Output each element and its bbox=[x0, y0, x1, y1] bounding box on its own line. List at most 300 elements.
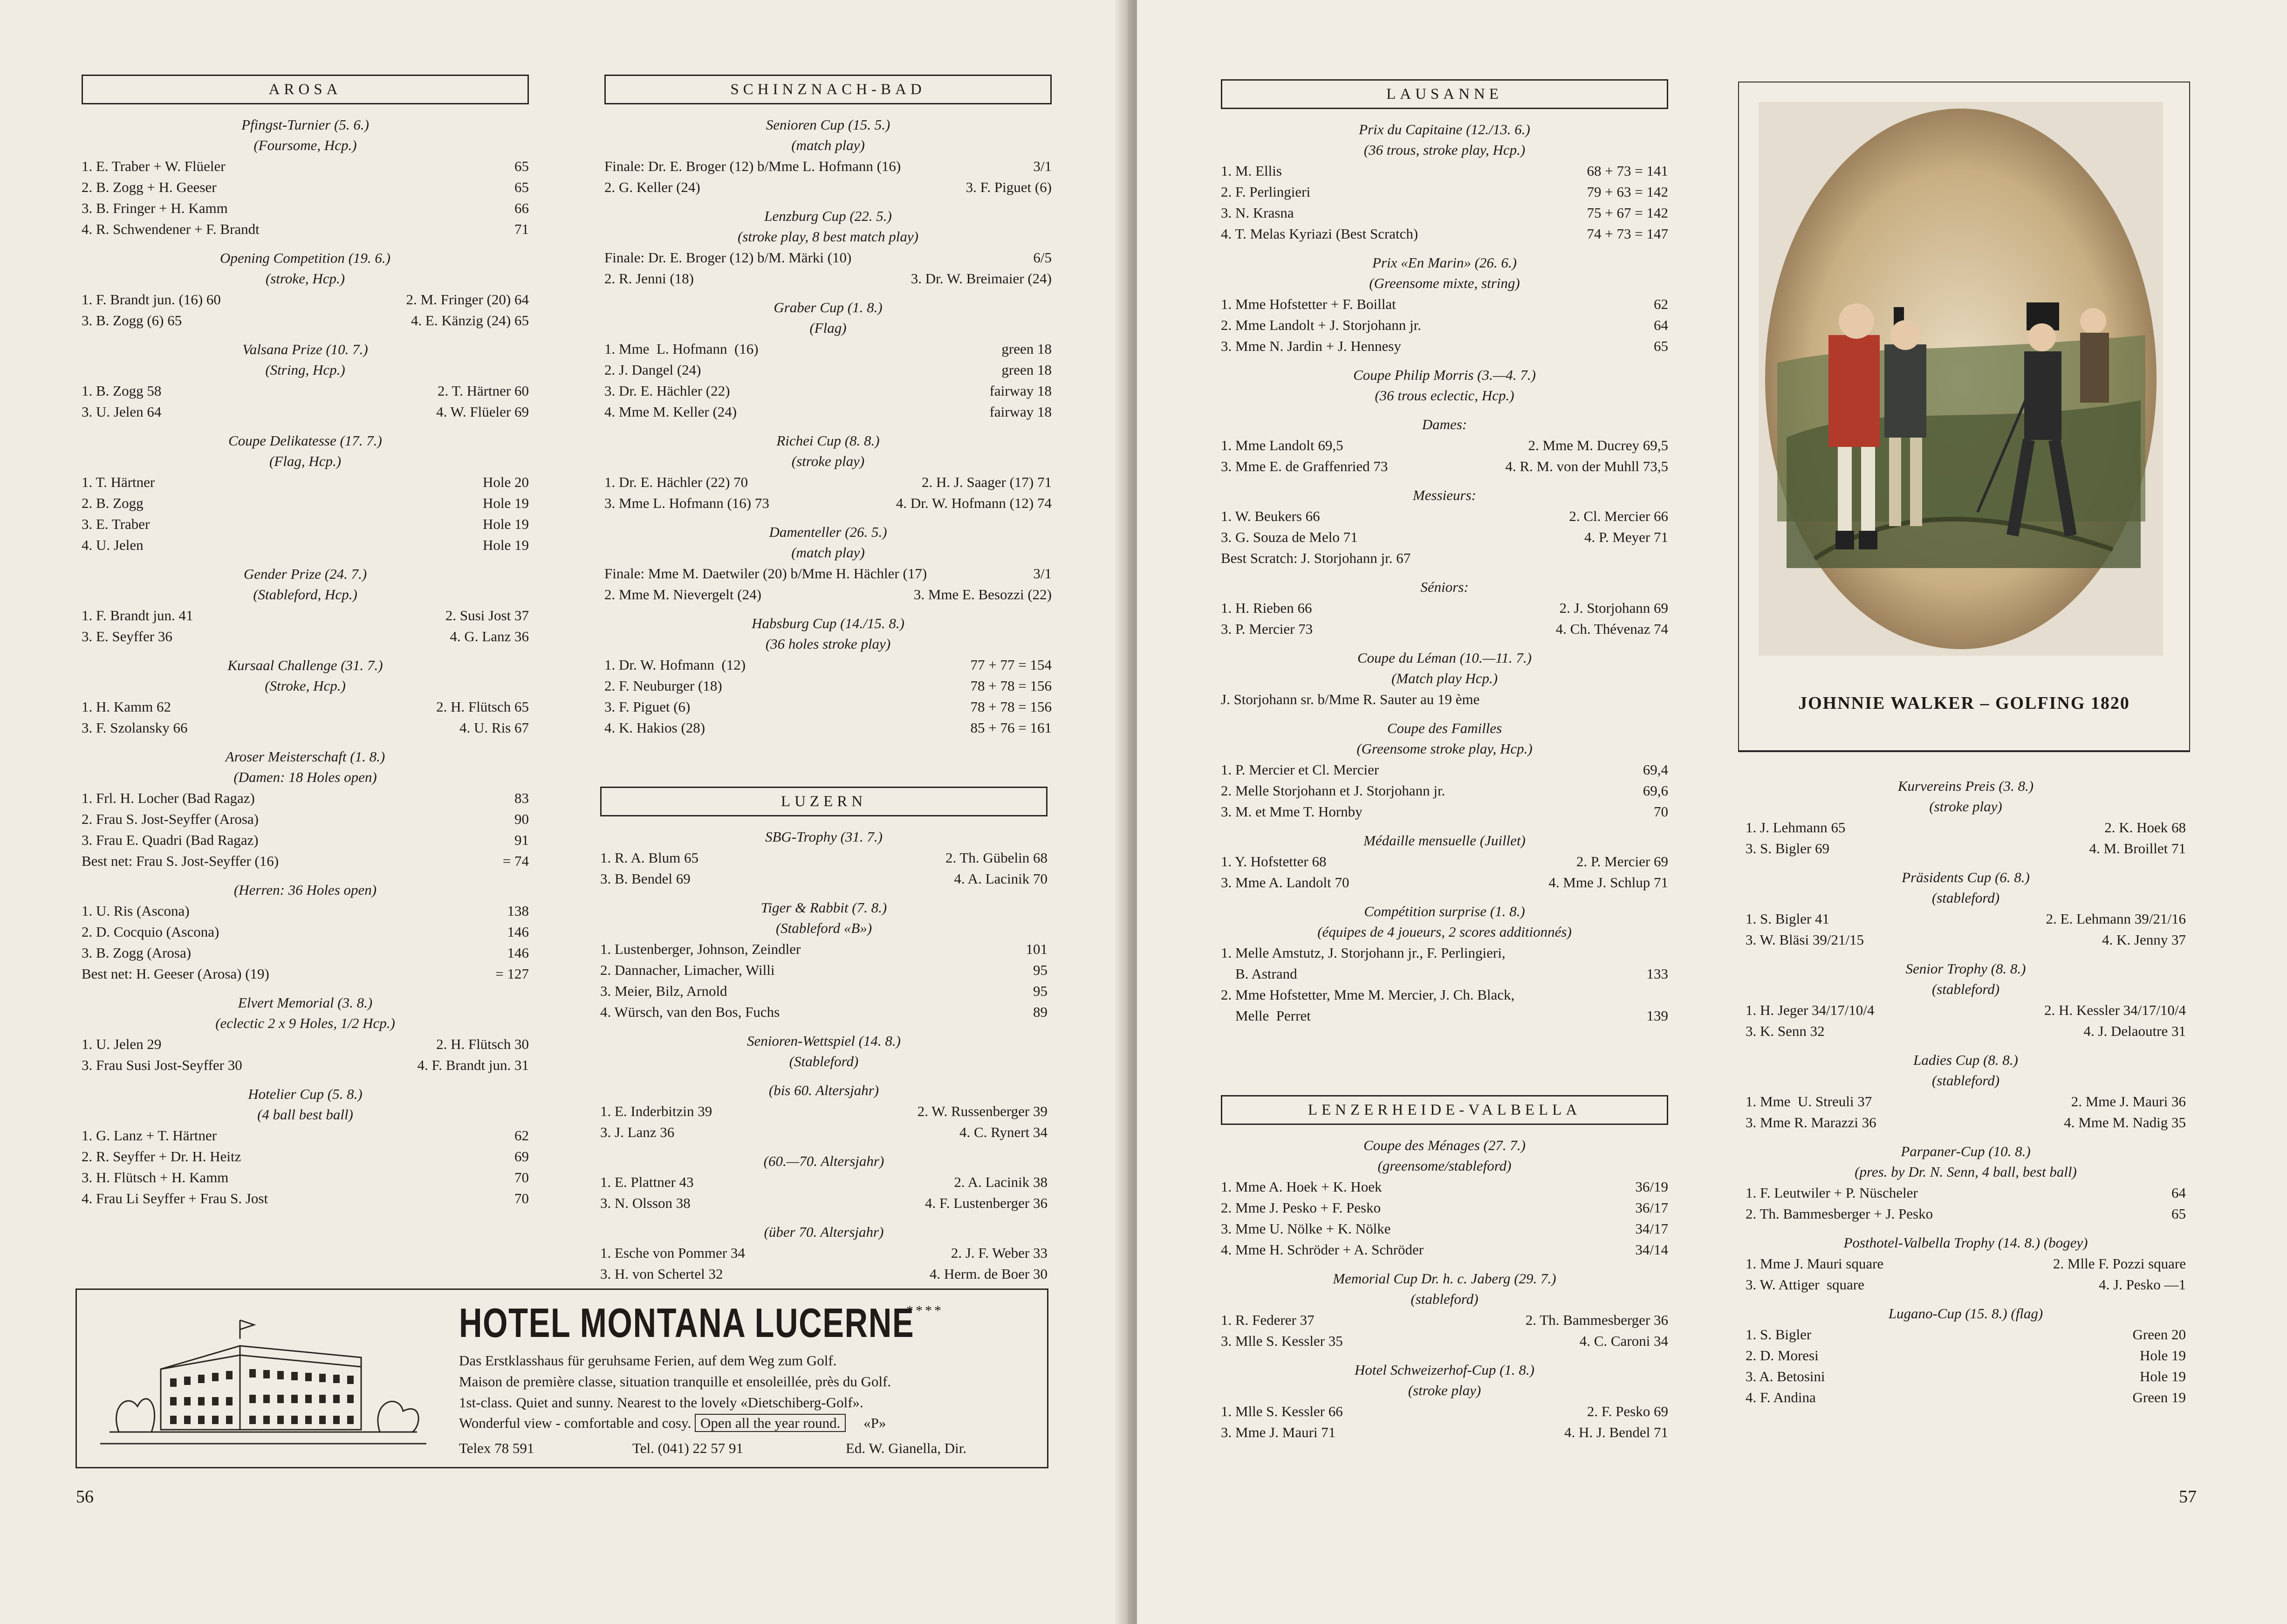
result-right: 2. Cl. Mercier 66 bbox=[1569, 508, 1668, 524]
golfing-picture-frame bbox=[1738, 82, 2190, 752]
result-right: 89 bbox=[1033, 1004, 1048, 1020]
result-right: 34/17 bbox=[1635, 1220, 1668, 1237]
result-right: 69,6 bbox=[1643, 782, 1668, 799]
ad-open-box: Open all the year round. bbox=[695, 1414, 846, 1432]
result-left: 1. H. Jeger 34/17/10/4 bbox=[1746, 1002, 1875, 1018]
result-right: 64 bbox=[2171, 1185, 2186, 1201]
result-right: 70 bbox=[1654, 803, 1668, 820]
competition-title: Hotelier Cup (5. 8.) bbox=[248, 1086, 363, 1102]
result-right: 4. R. M. von der Muhll 73,5 bbox=[1505, 458, 1668, 474]
result-row bbox=[1221, 181, 1668, 202]
result-left: 1. Mme Hofstetter + F. Boillat bbox=[1221, 296, 1396, 312]
competition-format: (stroke, Hcp.) bbox=[265, 270, 345, 287]
result-row bbox=[82, 310, 529, 331]
result-right: 62 bbox=[514, 1127, 529, 1144]
result-row bbox=[604, 177, 1052, 198]
lausanne-column bbox=[1221, 79, 1668, 1035]
result-row bbox=[1221, 759, 1668, 780]
competition-block bbox=[1746, 959, 2186, 1042]
competition-format: (greensome/stableford) bbox=[1377, 1158, 1512, 1174]
result-left: 3. M. et Mme T. Hornby bbox=[1221, 803, 1363, 820]
competition-format: (stroke play, 8 best match play) bbox=[738, 228, 918, 245]
competition-title: Elvert Memorial (3. 8.) bbox=[238, 994, 373, 1011]
result-row bbox=[604, 472, 1052, 493]
result-left: 3. Mme R. Marazzi 36 bbox=[1746, 1114, 1876, 1131]
competition-block bbox=[82, 880, 529, 984]
result-row bbox=[82, 1034, 529, 1055]
result-row bbox=[82, 696, 529, 717]
result-row bbox=[82, 626, 529, 647]
result-right: 4. C. Rynert 34 bbox=[959, 1124, 1048, 1140]
result-right: 3. F. Piguet (6) bbox=[965, 179, 1052, 195]
result-row bbox=[1221, 963, 1668, 984]
kurverein-column bbox=[1746, 776, 2186, 1416]
competition-format: (match play) bbox=[791, 137, 865, 153]
result-right: 2. H. Flütsch 65 bbox=[436, 699, 529, 715]
result-right: 2. P. Mercier 69 bbox=[1576, 853, 1668, 870]
competition-title: Senioren-Wettspiel (14. 8.) bbox=[746, 1033, 901, 1049]
competition-block bbox=[1746, 1050, 2186, 1133]
result-left: 3. K. Senn 32 bbox=[1746, 1023, 1825, 1039]
result-row bbox=[1221, 456, 1668, 477]
competition-format: (String, Hcp.) bbox=[265, 362, 345, 378]
result-row bbox=[604, 380, 1052, 401]
result-left: 3. E. Seyffer 36 bbox=[82, 628, 172, 644]
result-right: 4. W. Flüeler 69 bbox=[436, 404, 529, 420]
result-right: 83 bbox=[514, 790, 529, 806]
competition-title: Posthotel-Valbella Trophy (14. 8.) (bogey) bbox=[1843, 1234, 2088, 1251]
competition-format: (60.—70. Altersjahr) bbox=[763, 1153, 884, 1169]
result-right: 2. W. Russenberger 39 bbox=[917, 1103, 1048, 1119]
competition-block bbox=[1221, 414, 1668, 477]
result-left: 3. H. von Schertel 32 bbox=[600, 1266, 723, 1282]
result-row bbox=[1221, 1401, 1668, 1422]
result-left: Best Scratch: J. Storjohann jr. 67 bbox=[1221, 550, 1411, 566]
result-right: 78 + 78 = 156 bbox=[970, 678, 1052, 694]
result-left: 1. Melle Amstutz, J. Storjohann jr., F. Perlingieri, bbox=[1221, 945, 1506, 961]
competition-block bbox=[600, 1151, 1048, 1213]
result-row bbox=[1746, 1253, 2186, 1274]
result-row bbox=[1746, 1112, 2186, 1133]
competition-block bbox=[1746, 1141, 2186, 1224]
result-row bbox=[82, 1188, 529, 1209]
result-left: 4. Mme M. Keller (24) bbox=[604, 404, 737, 420]
competition-format: (stableford) bbox=[1931, 890, 2000, 906]
competition-title: Lugano-Cup (15. 8.) (flag) bbox=[1888, 1305, 2043, 1322]
result-right: 3. Mme E. Besozzi (22) bbox=[913, 586, 1052, 603]
result-row bbox=[82, 921, 529, 942]
result-right: 4. Herm. de Boer 30 bbox=[929, 1266, 1048, 1282]
result-right: 34/14 bbox=[1635, 1241, 1668, 1258]
result-row bbox=[600, 868, 1048, 889]
competition-format: (stroke play) bbox=[1408, 1382, 1481, 1398]
competition-block bbox=[600, 827, 1048, 889]
result-left: 2. F. Perlingieri bbox=[1221, 184, 1311, 200]
result-left: 1. H. Kamm 62 bbox=[82, 699, 171, 715]
competition-format: (über 70. Altersjahr) bbox=[764, 1224, 884, 1240]
result-right: 4. J. Pesko —1 bbox=[2099, 1276, 2186, 1293]
result-left: 3. N. Olsson 38 bbox=[600, 1195, 691, 1211]
result-right: 4. M. Broillet 71 bbox=[2089, 840, 2186, 857]
result-row bbox=[82, 963, 529, 984]
competition-format: Dames: bbox=[1422, 416, 1467, 432]
result-row bbox=[82, 493, 529, 514]
result-left: 1. Y. Hofstetter 68 bbox=[1221, 853, 1327, 870]
result-row bbox=[82, 198, 529, 219]
competition-block bbox=[1221, 485, 1668, 569]
competition-block bbox=[82, 248, 529, 331]
result-left: 3. Mlle S. Kessler 35 bbox=[1221, 1333, 1343, 1349]
result-left: 3. Mme L. Hofmann (16) 73 bbox=[604, 495, 769, 511]
result-right: 90 bbox=[514, 811, 529, 827]
result-left: 3. F. Szolansky 66 bbox=[82, 719, 188, 736]
lenzerheide-column bbox=[1221, 1095, 1668, 1451]
competition-format: (Damen: 18 Holes open) bbox=[233, 769, 377, 785]
competition-format: (eclectic 2 x 9 Holes, 1/2 Hcp.) bbox=[215, 1015, 395, 1031]
competition-title: Memorial Cup Dr. h. c. Jaberg (29. 7.) bbox=[1333, 1270, 1556, 1287]
competition-block bbox=[1221, 1360, 1668, 1443]
result-right: 68 + 73 = 141 bbox=[1587, 163, 1668, 179]
result-right: 4. U. Ris 67 bbox=[459, 719, 529, 736]
result-right: 4. E. Känzig (24) 65 bbox=[411, 312, 529, 329]
competition-title: Lenzburg Cup (22. 5.) bbox=[764, 208, 892, 224]
result-right: 2. A. Lacinik 38 bbox=[954, 1174, 1048, 1190]
result-row bbox=[82, 514, 529, 534]
result-left: 2. F. Neuburger (18) bbox=[604, 678, 722, 694]
result-left: 1. Frl. H. Locher (Bad Ragaz) bbox=[82, 790, 255, 806]
result-right: 74 + 73 = 147 bbox=[1587, 226, 1668, 242]
result-row bbox=[604, 696, 1052, 717]
ad-line-french: Maison de première classe, situation tranquille et ensoleillée, près du Golf. bbox=[459, 1373, 891, 1390]
result-right: 65 bbox=[1654, 338, 1668, 354]
result-left: 4. R. Schwendener + F. Brandt bbox=[82, 221, 260, 237]
competition-title: Coupe des Ménages (27. 7.) bbox=[1363, 1137, 1526, 1153]
result-left: 3. J. Lanz 36 bbox=[600, 1124, 675, 1140]
schinznach-column bbox=[604, 75, 1052, 747]
result-left: 1. Mlle S. Kessler 66 bbox=[1221, 1403, 1343, 1419]
result-left: 3. Mme J. Mauri 71 bbox=[1221, 1424, 1336, 1440]
result-right: 36/19 bbox=[1635, 1179, 1668, 1195]
result-left: 1. U. Ris (Ascona) bbox=[82, 903, 190, 919]
result-row bbox=[1221, 872, 1668, 893]
result-row bbox=[1746, 1345, 2186, 1366]
result-right: green 18 bbox=[1001, 341, 1052, 357]
result-row bbox=[1746, 1387, 2186, 1408]
competition-format: (Stableford) bbox=[789, 1053, 859, 1069]
competition-title: Graber Cup (1. 8.) bbox=[774, 299, 883, 315]
result-left: 4. Mme H. Schröder + A. Schröder bbox=[1221, 1241, 1424, 1258]
result-right: 2. Th. Bammesberger 36 bbox=[1525, 1312, 1668, 1328]
result-left: Best net: H. Geeser (Arosa) (19) bbox=[82, 966, 269, 982]
result-row bbox=[1746, 817, 2186, 838]
result-row bbox=[1221, 942, 1668, 963]
result-right: 133 bbox=[1646, 966, 1668, 982]
result-right: 146 bbox=[507, 945, 529, 961]
competition-block bbox=[1221, 1135, 1668, 1260]
ad-line-german: Das Erstklasshaus für geruhsame Ferien, auf dem Weg zum Golf. bbox=[459, 1352, 837, 1369]
result-row bbox=[600, 980, 1048, 1001]
competition-block bbox=[600, 1031, 1048, 1072]
result-left: 4. K. Hakios (28) bbox=[604, 719, 705, 736]
competition-title: Kurvereins Preis (3. 8.) bbox=[1897, 778, 2034, 794]
competition-title: Senioren Cup (15. 5.) bbox=[766, 116, 890, 133]
result-left: 2. D. Moresi bbox=[1746, 1347, 1819, 1364]
result-right: Hole 19 bbox=[2139, 1347, 2186, 1364]
result-left: 2. B. Zogg + H. Geeser bbox=[82, 179, 217, 195]
luzern-header: LUZERN bbox=[600, 787, 1048, 816]
left-page bbox=[0, 0, 1128, 1624]
result-row bbox=[82, 942, 529, 963]
competition-format: (36 trous, stroke play, Hcp.) bbox=[1363, 142, 1526, 158]
result-left: 1. Mme J. Mauri square bbox=[1746, 1255, 1884, 1272]
result-left: 3. Mme N. Jardin + J. Hennesy bbox=[1221, 338, 1401, 354]
golfing-picture bbox=[1759, 102, 2163, 656]
competition-title: Coupe du Léman (10.—11. 7.) bbox=[1357, 650, 1532, 666]
result-row bbox=[1221, 1176, 1668, 1197]
competition-title: Kursaal Challenge (31. 7.) bbox=[227, 657, 383, 673]
result-row bbox=[82, 1167, 529, 1188]
result-left: 3. B. Zogg (Arosa) bbox=[82, 945, 192, 961]
result-right: Hole 19 bbox=[2139, 1368, 2186, 1384]
lenzerheide-header: LENZERHEIDE-VALBELLA bbox=[1221, 1095, 1668, 1125]
competition-block bbox=[604, 206, 1052, 289]
competition-block bbox=[604, 431, 1052, 514]
result-row bbox=[1221, 315, 1668, 336]
ad-parking: «P» bbox=[863, 1415, 886, 1431]
result-right: 70 bbox=[514, 1190, 529, 1206]
result-right: 65 bbox=[2171, 1206, 2186, 1222]
competition-title: Gender Prize (24. 7.) bbox=[243, 566, 367, 582]
result-right: 139 bbox=[1646, 1007, 1668, 1024]
result-row bbox=[600, 1001, 1048, 1022]
competition-title: Aroser Meisterschaft (1. 8.) bbox=[225, 748, 385, 765]
result-row bbox=[82, 289, 529, 310]
result-left: Finale: Dr. E. Broger (12) b/Mme L. Hofmann (16) bbox=[604, 158, 901, 174]
result-row bbox=[1746, 1203, 2186, 1224]
result-left: 1. J. Lehmann 65 bbox=[1746, 819, 1846, 836]
result-row bbox=[600, 1192, 1048, 1213]
competition-format: (Greensome stroke play, Hcp.) bbox=[1356, 740, 1533, 757]
result-row bbox=[82, 156, 529, 177]
result-left: 3. Mme E. de Graffenried 73 bbox=[1221, 458, 1388, 474]
result-left: 2. Mme M. Nievergelt (24) bbox=[604, 586, 761, 603]
result-right: 2. H. Kessler 34/17/10/4 bbox=[2044, 1002, 2186, 1018]
result-row bbox=[1221, 1309, 1668, 1330]
result-left: 3. B. Zogg (6) 65 bbox=[82, 312, 182, 329]
competition-block bbox=[1221, 577, 1668, 639]
result-left: 4. F. Andina bbox=[1746, 1389, 1816, 1405]
result-row bbox=[1221, 548, 1668, 569]
result-row bbox=[82, 380, 529, 401]
competition-title: Damenteller (26. 5.) bbox=[769, 524, 887, 540]
competition-format: (stableford) bbox=[1411, 1291, 1479, 1307]
competition-format: Séniors: bbox=[1420, 579, 1469, 595]
result-row bbox=[1221, 984, 1668, 1005]
result-left: 1. S. Bigler bbox=[1746, 1326, 1812, 1343]
competition-title: Coupe Delikatesse (17. 7.) bbox=[228, 432, 382, 449]
result-left: 1. Dr. W. Hofmann (12) bbox=[604, 657, 746, 673]
competition-title: Compétition surprise (1. 8.) bbox=[1364, 903, 1525, 919]
result-right: 146 bbox=[507, 924, 529, 940]
result-row bbox=[1221, 1197, 1668, 1218]
competition-title: Pfingst-Turnier (5. 6.) bbox=[241, 116, 369, 133]
result-left: 2. Mme Landolt + J. Storjohann jr. bbox=[1221, 317, 1421, 333]
competition-title: Präsidents Cup (6. 8.) bbox=[1902, 869, 2030, 885]
result-row bbox=[82, 1055, 529, 1076]
competition-title: SBG-Trophy (31. 7.) bbox=[765, 829, 883, 845]
competition-title: Valsana Prize (10. 7.) bbox=[242, 341, 368, 357]
competition-block bbox=[1221, 830, 1668, 893]
picture-divider bbox=[1738, 750, 2189, 751]
competition-block bbox=[82, 115, 529, 240]
result-row bbox=[604, 156, 1052, 177]
result-right: 75 + 67 = 142 bbox=[1587, 205, 1668, 221]
result-right: 65 bbox=[514, 158, 529, 174]
competition-block bbox=[604, 522, 1052, 605]
competition-title: Ladies Cup (8. 8.) bbox=[1913, 1052, 2018, 1068]
result-row bbox=[1221, 618, 1668, 639]
result-row bbox=[604, 268, 1052, 289]
competition-format: (Foursome, Hcp.) bbox=[253, 137, 357, 153]
result-row bbox=[82, 177, 529, 198]
result-right: 2. Mme M. Ducrey 69,5 bbox=[1528, 437, 1668, 453]
competition-title: Coupe des Familles bbox=[1387, 720, 1502, 736]
result-row bbox=[1221, 689, 1668, 710]
result-left: 4. Würsch, van den Bos, Fuchs bbox=[600, 1004, 780, 1020]
result-left: 3. F. Piguet (6) bbox=[604, 699, 691, 715]
result-right: 2. Th. Gübelin 68 bbox=[945, 850, 1048, 866]
result-right: 69,4 bbox=[1643, 761, 1668, 778]
result-row bbox=[604, 654, 1052, 675]
result-left: 3. Dr. E. Hächler (22) bbox=[604, 383, 730, 399]
arosa-results bbox=[82, 115, 529, 1209]
ad-telex: Telex 78 591 bbox=[459, 1440, 534, 1456]
result-row bbox=[1221, 1330, 1668, 1351]
result-right: 6/5 bbox=[1033, 249, 1052, 266]
result-row bbox=[1221, 336, 1668, 356]
result-right: 4. A. Lacinik 70 bbox=[954, 870, 1048, 887]
result-row bbox=[1221, 435, 1668, 456]
result-right: 2. H. J. Saager (17) 71 bbox=[922, 474, 1052, 490]
lausanne-results bbox=[1221, 119, 1668, 1026]
result-left: 2. Th. Bammesberger + J. Pesko bbox=[1746, 1206, 1933, 1222]
result-row bbox=[604, 717, 1052, 738]
result-right: 62 bbox=[1654, 296, 1668, 312]
result-left: 1. F. Brandt jun. (16) 60 bbox=[82, 291, 221, 308]
competition-title: Senior Trophy (8. 8.) bbox=[1905, 960, 2026, 977]
result-left: 2. Frau S. Jost-Seyffer (Arosa) bbox=[82, 811, 259, 827]
picture-caption: JOHNNIE WALKER – GOLFING 1820 bbox=[1798, 693, 2130, 713]
result-right: 79 + 63 = 142 bbox=[1587, 184, 1668, 200]
competition-block bbox=[82, 431, 529, 555]
lenzerheide-results bbox=[1221, 1135, 1668, 1443]
competition-format: (équipes de 4 joueurs, 2 scores additionnés) bbox=[1317, 924, 1572, 940]
result-right: 4. Mme M. Nadig 35 bbox=[2064, 1114, 2186, 1131]
competition-title: Habsburg Cup (14./15. 8.) bbox=[752, 615, 904, 631]
result-row bbox=[604, 338, 1052, 359]
result-row bbox=[82, 809, 529, 829]
result-right: 36/17 bbox=[1635, 1199, 1668, 1216]
result-left: 1. Lustenberger, Johnson, Zeindler bbox=[600, 941, 801, 957]
result-right: green 18 bbox=[1001, 362, 1052, 378]
result-left: 2. Dannacher, Limacher, Willi bbox=[600, 962, 775, 978]
result-left: 3. Frau Susi Jost-Seyffer 30 bbox=[82, 1057, 242, 1073]
result-row bbox=[82, 829, 529, 850]
lausanne-header: LAUSANNE bbox=[1221, 79, 1668, 109]
result-row bbox=[1221, 160, 1668, 181]
competition-block bbox=[1221, 253, 1668, 356]
result-row bbox=[1746, 1324, 2186, 1345]
result-right: 4. H. J. Bendel 71 bbox=[1564, 1424, 1668, 1440]
result-right: 64 bbox=[1654, 317, 1668, 333]
result-left: J. Storjohann sr. b/Mme R. Sauter au 19 ème bbox=[1221, 691, 1480, 707]
result-row bbox=[82, 900, 529, 921]
result-right: 4. F. Lustenberger 36 bbox=[925, 1195, 1048, 1211]
result-left: 1. B. Zogg 58 bbox=[82, 383, 162, 399]
competition-title: Médaille mensuelle (Juillet) bbox=[1363, 832, 1526, 849]
result-row bbox=[600, 1263, 1048, 1284]
ad-title: HOTEL MONTANA LUCERNE bbox=[459, 1300, 915, 1346]
result-right: 101 bbox=[1026, 941, 1048, 957]
competition-title: Prix «En Marin» (26. 6.) bbox=[1372, 254, 1517, 271]
result-right: Hole 19 bbox=[482, 495, 529, 511]
schinznach-header: SCHINZNACH-BAD bbox=[604, 75, 1052, 104]
hotel-montana-advertisement bbox=[75, 1288, 1048, 1468]
result-row bbox=[1221, 202, 1668, 223]
result-left: 1. Mme A. Hoek + K. Hoek bbox=[1221, 1179, 1382, 1195]
result-left: 1. P. Mercier et Cl. Mercier bbox=[1221, 761, 1379, 778]
competition-block bbox=[82, 339, 529, 422]
competition-format: (Stroke, Hcp.) bbox=[265, 678, 346, 694]
result-right: 4. P. Meyer 71 bbox=[1584, 529, 1668, 545]
competition-block bbox=[600, 1080, 1048, 1143]
result-right: 91 bbox=[514, 832, 529, 848]
competition-format: (stableford) bbox=[1931, 981, 2000, 997]
result-left: 3. U. Jelen 64 bbox=[82, 404, 162, 420]
result-right: Green 20 bbox=[2132, 1326, 2186, 1343]
result-left: 2. J. Dangel (24) bbox=[604, 362, 701, 378]
page-number-right: 57 bbox=[2179, 1487, 2197, 1507]
result-right: Hole 19 bbox=[482, 537, 529, 553]
hotel-building-illustration bbox=[100, 1313, 426, 1448]
luzern-column bbox=[600, 787, 1048, 1293]
result-right: 71 bbox=[514, 221, 529, 237]
kurverein-results bbox=[1746, 776, 2186, 1408]
result-left: 1. E. Plattner 43 bbox=[600, 1174, 694, 1190]
result-right: 65 bbox=[514, 179, 529, 195]
result-left: 1. H. Rieben 66 bbox=[1221, 600, 1312, 616]
result-left: 3. A. Betosini bbox=[1746, 1368, 1825, 1384]
competition-block bbox=[604, 115, 1052, 198]
result-row bbox=[1221, 1218, 1668, 1239]
result-row bbox=[82, 401, 529, 422]
result-right: 2. K. Hoek 68 bbox=[2104, 819, 2186, 836]
luzern-results bbox=[600, 827, 1048, 1284]
result-left: 1. E. Traber + W. Flüeler bbox=[82, 158, 226, 174]
result-left: 4. U. Jelen bbox=[82, 537, 144, 553]
competition-format: (Herren: 36 Holes open) bbox=[233, 882, 377, 898]
result-right: 2. T. Härtner 60 bbox=[438, 383, 529, 399]
ad-director: Ed. W. Gianella, Dir. bbox=[846, 1440, 967, 1456]
result-left: 3. Meier, Bilz, Arnold bbox=[600, 983, 727, 999]
result-left: 3. E. Traber bbox=[82, 516, 150, 532]
result-row bbox=[1221, 506, 1668, 527]
result-row bbox=[82, 605, 529, 626]
result-left: 3. G. Souza de Melo 71 bbox=[1221, 529, 1358, 545]
result-left: 1. R. Federer 37 bbox=[1221, 1312, 1315, 1328]
competition-block bbox=[1221, 119, 1668, 244]
result-row bbox=[600, 847, 1048, 868]
